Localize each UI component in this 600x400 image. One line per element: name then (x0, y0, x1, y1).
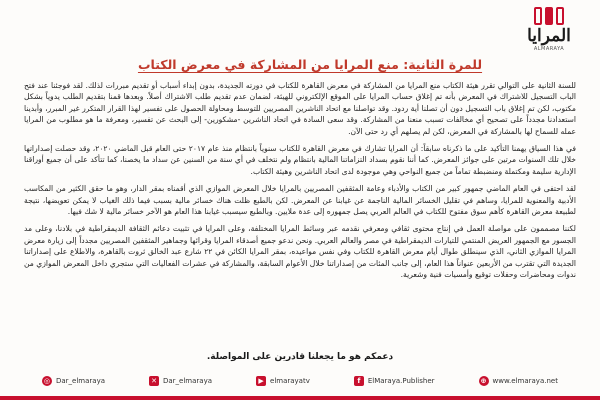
social-handle: ElMaraya.Publisher (367, 377, 435, 385)
social-footer (0, 372, 600, 390)
social-website[interactable] (479, 376, 558, 386)
facebook-icon: f (354, 376, 364, 386)
globe-icon: ⊕ (479, 376, 489, 386)
instagram-icon: ◎ (43, 377, 51, 385)
article-body (24, 80, 576, 287)
twitter-icon: ✕ (149, 376, 159, 386)
maraya-logo (512, 6, 586, 52)
paragraph-4: لكننا مصممون على مواصلة العمل في إنتاج محتوى ثقافي ومعرفي نقدمه عبر وسائط المرايا المختلفة، وعلى المرايا في تثبيت دعائم الثقافة الديمقراطية في بلادنا، وعلى مد الجسور مع الجمهور العريض المنتمي للتيارات الديمقراطية في مصر والعالم العربي. ونحن ندعو جميع أصدقاء المرايا وقرائها وجماهير المثقفين المصريين مجدداً إلى زيارة معرض المرايا الموازي الثاني، الذي سينطلق طوال أيام معرض القاهرة للكتاب وفي نفس مواعيده، بمقر المرايا الكائن في ٢٢ شارع عبد الخالق ثروت بالقاهرة، والاطلاع على إصداراتنا الجديدة التي تقترب من الأربعين عنواناً هذا العام، إلى جانب المئات من إصداراتنا خلال الأعوام السابقة، والمشاركة في عشرات الفعاليات التي ستجري داخل المعرض الموازي من ندوات ومحاضرات وحفلات توقيع وأمسيات فنية وشعرية. (24, 224, 576, 280)
logo-mark-icon (534, 6, 564, 25)
youtube-icon: ▶ (256, 376, 266, 386)
social-youtube[interactable] (256, 376, 310, 386)
social-facebook[interactable] (354, 376, 435, 386)
logo-subtitle: ALMARAYA (533, 46, 565, 52)
social-handle: Dar_elmaraya (163, 377, 213, 385)
website-link: www.elmaraya.net (492, 377, 558, 385)
social-handle: elmarayatv (270, 377, 310, 385)
paragraph-2: في هذا السياق يهمنا التأكيد على ما ذكرناه سابقاً: أن المرايا تشارك في معرض القاهرة للكتاب سنوياً بانتظام منذ عام ٢٠١٧ حتى العام قبل الماضي ٢٠٢٠، وقد حصلت إصداراتها خلال تلك السنوات مرتين على جوائز المعرض. كما أننا نقوم بسداد التزاماتنا المالية بانتظام ولم نتخلف في أي سنة من السنين عن سداد ما يخصنا، كما تتأكد على أن جميع أوراقنا الإدارية سليمة ومكتملة ومنضبطة تماماً من جميع النواحي وهي موجودة لدى اتحاد الناشرين وهيئة الكتاب. (24, 144, 576, 176)
closing-line: دعمكم هو ما يجعلنا قادرين على المواصلة. (206, 352, 394, 362)
social-instagram[interactable] (42, 376, 105, 386)
paragraph-3: لقد احتفى في العام الماضي جمهور كبير من الكتاب والأدباء وعامة المثقفين المصريين بالمرايا خلال المعرض الموازي الذي أقمناه بمقر الدار، وهو ما حقق الكثير من المكاسب الأدبية والمعنوية للمرايا، وساهم في تقليل الخسائر المالية الناجمة عن غيابنا عن المعرض. لكن بالطبع ظلت هناك خسائر مالية بسبب فيما ذلك الغياب لا يمكن تعويضها، نتيجة لطبيعة معرض القاهرة كأهم سوق مفتوح للكتاب في العالم العربي يصل جمهوره إلى عدة ملايين. وبالطبع سيسبب غيابنا هذا العام هو الآخر خسائر مالية لا شك فيها. (24, 184, 576, 217)
page-title: للمرة الثانية: منع المرايا من المشاركة في معرض الكتاب (137, 57, 483, 72)
social-handle: Dar_elmaraya (55, 377, 106, 385)
paragraph-1: للسنة الثانية على التوالي تقرر هيئة الكتاب منع المرايا من المشاركة في معرض القاهرة للكتاب في دورته الجديدة، بدون إبداء أسباب أو تقديم مبررات لذلك. لقد فوجئنا عند فتح الباب التسجيل للاشتراك في المعرض بأنه تم إغلاق حساب المرايا على الموقع الإلكتروني للهيئة، لضمان عدم تقديم طلب الاشتراك أصلاً. وبعدها قمنا بتقديم الطلب يدوياً بشكل مكتوب، لكن تم إغلاق باب التسجيل دون أن تصلنا أية ردود. وقد تواصلنا مع اتحاد الناشرين المصريين للتوسط ومحاولة الحصول على تفسير لهذا القرار المتكرر غير المبرر، وأبدينا استعدادنا مجدداً على تصحيح أي مخالفات تسبب منعنا من المشاركة. وقد سعى السادة في اتحاد الناشرين -مشكورين- إلى البحث عن تفسير، ومعرفة ما هو مطلوب من المرايا عمله للسماح لها بالمشاركة في المعرض، لكن لم يصلهم أي رد حتى الآن. (24, 81, 576, 136)
social-twitter[interactable] (149, 376, 212, 386)
bottom-accent-bar (0, 396, 600, 400)
logo-name: المرايا (527, 26, 571, 46)
